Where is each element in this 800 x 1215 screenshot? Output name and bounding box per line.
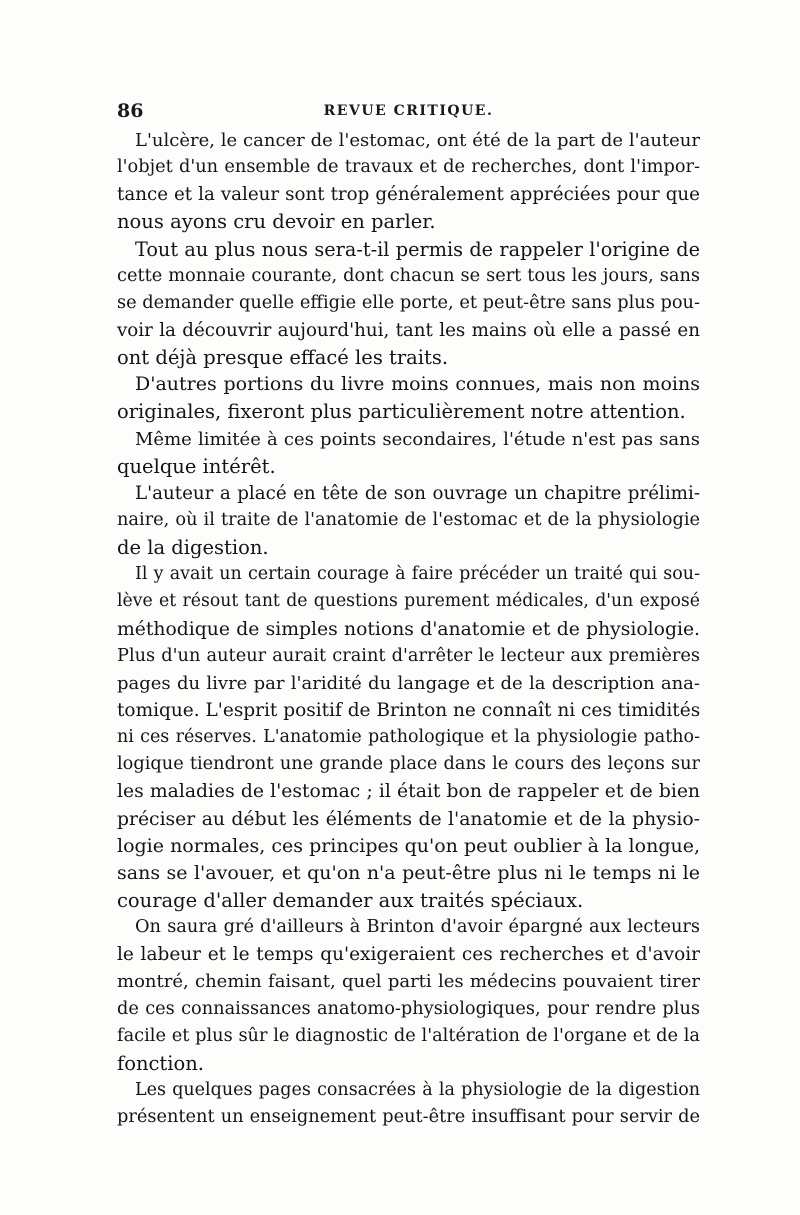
text-line: l'objet d'un ensemble de travaux et de recherches, dont l'impor- (117, 157, 700, 178)
text-line: ni ces réserves. L'anatomie pathologique et la physiologie patho- (117, 727, 700, 748)
running-head (117, 100, 700, 124)
text-line: montré, chemin faisant, quel parti les médecins pouvaient tirer (117, 971, 700, 993)
text-line: facile et plus sûr le diagnostic de l'altération de l'organe et de la (117, 1025, 700, 1046)
text-line: sans se l'avouer, et qu'on n'a peut-être plus ni le temps ni le (117, 861, 700, 884)
text-line: de ces connaissances anatomo-physiologiques, pour rendre plus (117, 998, 700, 1019)
text-line: Même limitée à ces points secondaires, l'étude n'est pas sans (135, 428, 700, 450)
text-line: nous ayons cru devoir en parler. (117, 210, 436, 234)
text-line: On saura gré d'ailleurs à Brinton d'avoir épargné aux lecteurs (135, 917, 700, 938)
text-line: originales, fixeront plus particulièrement notre attention. (117, 400, 686, 424)
text-line: les maladies de l'estomac ; il était bon de rappeler et de bien (117, 781, 700, 803)
text-line: naire, où il traite de l'anatomie de l'estomac et de la physiologie (117, 509, 700, 530)
text-line: fonction. (117, 1051, 205, 1075)
text-line: logie normales, ces principes qu'on peut oublier à la longue, (117, 834, 700, 857)
text-line: se demander quelle effigie elle porte, et peut-être sans plus pou- (117, 292, 700, 313)
text-line: méthodique de simples notions d'anatomie et de physiologie. (117, 618, 700, 640)
text-line: voir la découvrir aujourd'hui, tant les mains où elle a passé en (117, 319, 700, 341)
text-line: préciser au début les éléments de l'anatomie et de la physio- (117, 808, 700, 830)
page-number: 86 (117, 100, 144, 122)
text-line: tomique. L'esprit positif de Brinton ne connaît ni ces timidités (117, 699, 701, 721)
text-line: D'autres portions du livre moins connues, mais non moins (135, 373, 700, 396)
text-line: le labeur et le temps qu'exigeraient ces recherches et d'avoir (117, 944, 700, 966)
text-line: courage d'aller demander aux traités spéciaux. (117, 888, 584, 912)
body-text (117, 127, 700, 1131)
text-line: quelque intérêt. (117, 454, 276, 478)
text-line: Il y avait un certain courage à faire précéder un traité qui sou- (135, 564, 700, 585)
text-line: de la digestion. (117, 536, 269, 560)
text-line: logique tiendront une grande place dans le cours des leçons sur (117, 754, 700, 775)
text-line: Tout au plus nous sera-t-il permis de rappeler l'origine de (135, 237, 700, 261)
text-line: L'ulcère, le cancer de l'estomac, ont été de la part de l'auteur (135, 130, 700, 151)
text-line: Les quelques pages consacrées à la physiologie de la digestion (135, 1079, 700, 1100)
text-line: ont déjà presque effacé les traits. (117, 346, 449, 370)
text-line: cette monnaie courante, dont chacun se sert tous les jours, sans (117, 265, 700, 286)
text-line: présentent un enseignement peut-être insuffisant pour servir de (117, 1107, 700, 1128)
text-line: pages du livre par l'aridité du langage et de la description ana- (117, 672, 700, 694)
text-line: lève et résout tant de questions purement médicales, d'un exposé (117, 591, 700, 612)
text-line: L'auteur a placé en tête de son ouvrage un chapitre prélimi- (135, 482, 700, 504)
text-line: Plus d'un auteur aurait craint d'arrêter le lecteur aux premières (117, 645, 700, 666)
text-line: tance et la valeur sont trop généralement appréciées pour que (117, 184, 700, 206)
running-title: REVUE CRITIQUE. (323, 103, 494, 119)
